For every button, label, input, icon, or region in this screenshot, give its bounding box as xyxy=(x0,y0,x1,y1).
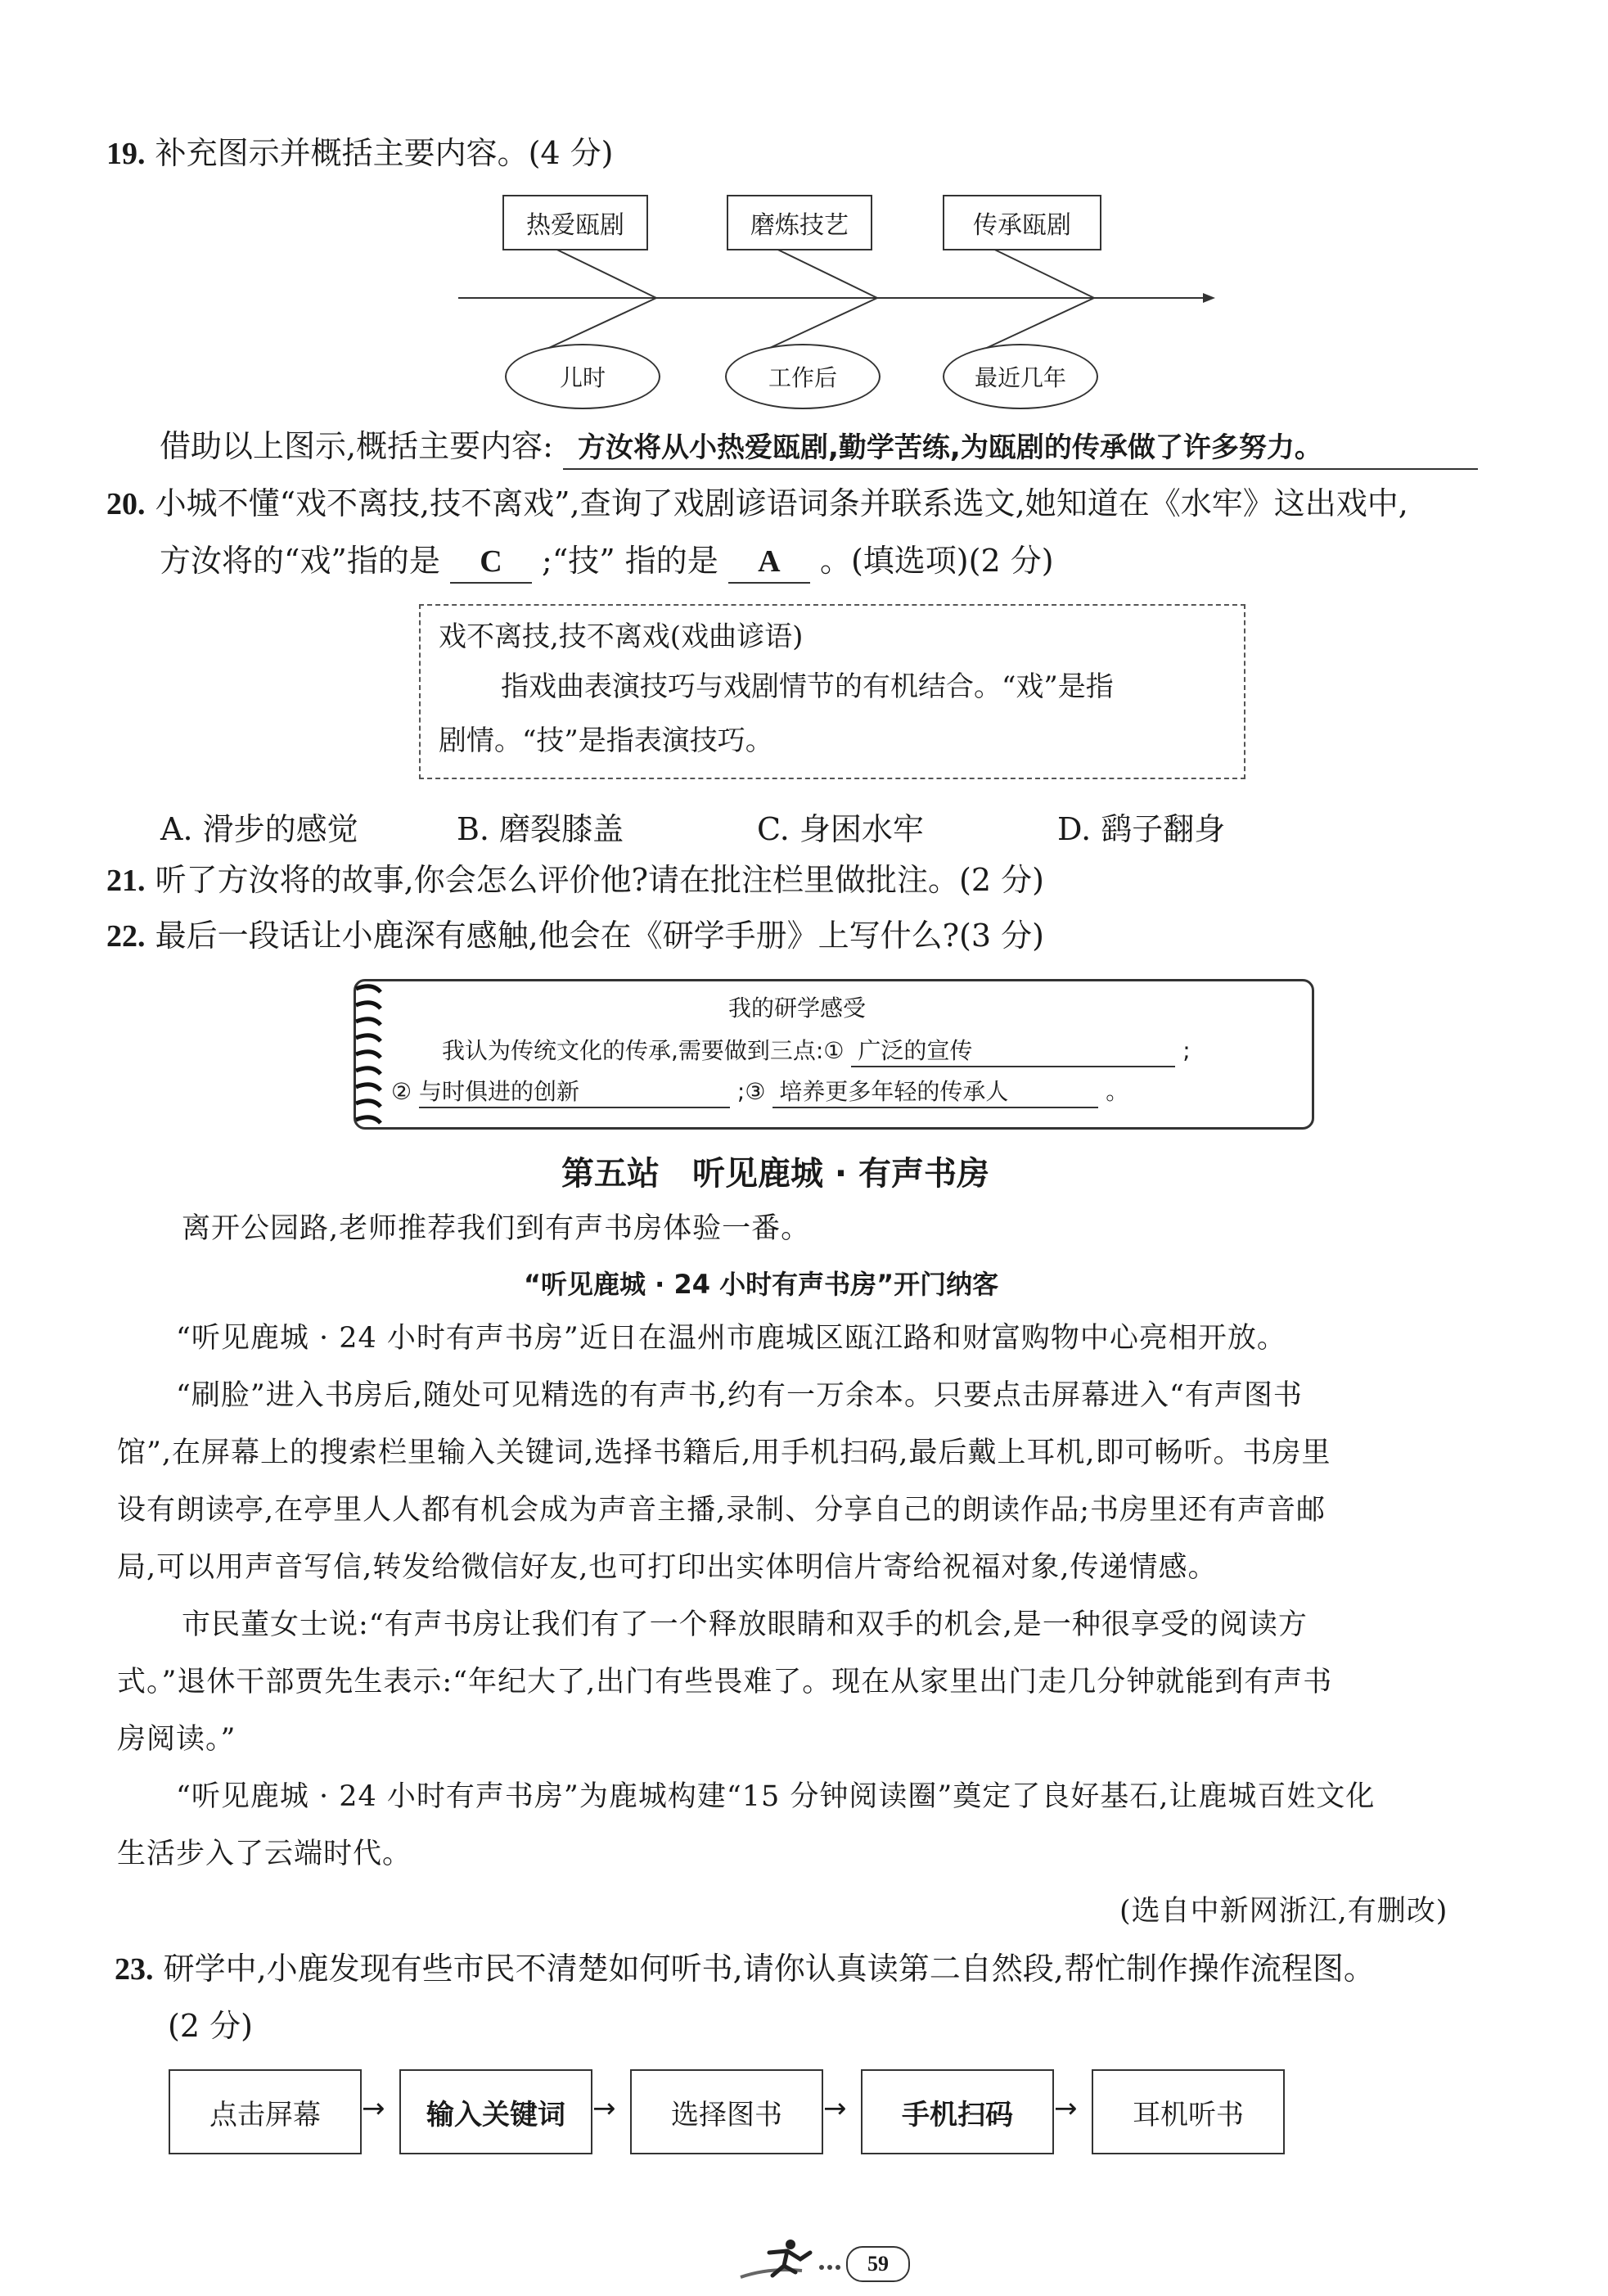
article-headline: “听见鹿城 · 24 小时有声书房”开门纳客 xyxy=(524,1269,999,1300)
q22-answer-3[interactable]: 培养更多年轻的传承人 xyxy=(772,1074,1098,1108)
flow-arrow-4: → xyxy=(1054,2092,1078,2125)
article-p4-line2: 生活步入了云端时代。 xyxy=(117,1838,412,1870)
q23-score: (2 分) xyxy=(168,2008,253,2044)
q20-line1: 小城不懂“戏不离技,技不离戏”,查询了戏剧谚语词条并联系选文,她知道在《水牢》这出戏中, xyxy=(155,485,1408,521)
q22-number: 22. xyxy=(106,919,146,954)
q19-text: 补充图示并概括主要内容。(4 分) xyxy=(155,135,614,171)
article-p3-line2: 式。”退休干部贾先生表示:“年纪大了,出门有些畏难了。现在从家里出门走几分钟就能到有声书 xyxy=(117,1666,1333,1698)
q21-prompt xyxy=(106,859,1044,901)
article-p3-line3: 房阅读。” xyxy=(117,1723,236,1756)
flow-step-4: 手机扫码 xyxy=(861,2069,1054,2154)
q20-answer-1[interactable]: C xyxy=(450,541,532,584)
q19-box-2: 磨炼技艺 xyxy=(727,195,872,250)
q22-answer-1[interactable]: 广泛的宣传 xyxy=(851,1033,1175,1067)
q19-summary-answer[interactable]: 方汝将从小热爱瓯剧,勤学苦练,为瓯剧的传承做了许多努力。 xyxy=(563,427,1478,470)
flow-step-3: 选择图书 xyxy=(630,2069,823,2154)
q23-number: 23. xyxy=(115,1952,154,1987)
q20-line2-b: ;“技” 指的是 xyxy=(542,543,718,579)
flow-step-5: 耳机听书 xyxy=(1092,2069,1285,2154)
q20-option-a[interactable]: A. 滑步的感觉 xyxy=(160,811,358,847)
q22-card-line-1 xyxy=(442,1033,1191,1067)
flow-arrow-1: → xyxy=(362,2092,385,2125)
q19-box-1: 热爱瓯剧 xyxy=(502,195,648,250)
q23-prompt xyxy=(115,1948,1375,1990)
q19-ellipse-2: 工作后 xyxy=(725,344,881,409)
article-p3-line1: 市民董女士说:“有声书房让我们有了一个释放眼睛和双手的机会,是一种很享受的阅读方 xyxy=(182,1608,1308,1641)
q22-label-2: ② xyxy=(391,1078,412,1105)
q20-option-c[interactable]: C. 身困水牢 xyxy=(757,811,924,847)
q19-summary xyxy=(160,426,1510,470)
q22-card-line1-text: 我认为传统文化的传承,需要做到三点:① xyxy=(442,1037,845,1064)
q22-prompt xyxy=(106,915,1044,957)
article-p2-line1: “刷脸”进入书房后,随处可见精选的有声书,约有一万余本。只要点击屏幕进入“有声图书 xyxy=(176,1379,1303,1412)
q20-prompt xyxy=(106,483,1408,525)
flow-arrow-2: → xyxy=(592,2092,616,2125)
q23-text: 研学中,小鹿发现有些市民不清楚如何听书,请你认真读第二自然段,帮忙制作操作流程图。 xyxy=(163,1951,1375,1987)
q20-proverb-box xyxy=(419,604,1245,779)
q20-proverb-title: 戏不离技,技不离戏(戏曲谚语) xyxy=(439,620,804,653)
flow-step-2: 输入关键词 xyxy=(399,2069,592,2154)
page-number: 59 xyxy=(846,2246,910,2282)
q19-ellipse-1: 儿时 xyxy=(505,344,660,409)
q21-number: 21. xyxy=(106,864,146,898)
q20-option-d[interactable]: D. 鹞子翻身 xyxy=(1057,811,1226,847)
q22-card-title: 我的研学感受 xyxy=(728,995,867,1022)
q19-number: 19. xyxy=(106,137,146,171)
runner-logo-icon xyxy=(736,2235,843,2284)
q19-ellipse-3: 最近几年 xyxy=(943,344,1098,409)
q20-line2-c: 。(填选项)(2 分) xyxy=(819,543,1054,579)
q21-text: 听了方汝将的故事,你会怎么评价他?请在批注栏里做批注。(2 分) xyxy=(155,862,1044,898)
q20-number: 20. xyxy=(106,487,146,521)
q19-box-3: 传承瓯剧 xyxy=(943,195,1101,250)
flow-arrow-3: → xyxy=(823,2092,847,2125)
article-p4-line1: “听见鹿城 · 24 小时有声书房”为鹿城构建“15 分钟阅读圈”奠定了良好基石,让鹿城百姓文化 xyxy=(176,1780,1376,1813)
q20-line2-a: 方汝将的“戏”指的是 xyxy=(160,543,440,579)
q22-end: 。 xyxy=(1106,1078,1129,1105)
flow-step-1: 点击屏幕 xyxy=(169,2069,362,2154)
q20-option-b[interactable]: B. 磨裂膝盖 xyxy=(457,811,624,847)
article-source: (选自中新网浙江,有删改) xyxy=(1119,1895,1448,1928)
station-intro: 离开公园路,老师推荐我们到有声书房体验一番。 xyxy=(182,1212,811,1245)
q22-text: 最后一段话让小鹿深有感触,他会在《研学手册》上写什么?(3 分) xyxy=(155,918,1044,954)
q22-card-line-2 xyxy=(391,1074,1128,1108)
q22-answer-2[interactable]: 与时俱进的创新 xyxy=(419,1074,730,1108)
q20-answer-2[interactable]: A xyxy=(728,541,810,584)
notebook-spiral-icon xyxy=(348,979,389,1126)
article-p1: “听见鹿城 · 24 小时有声书房”近日在温州市鹿城区瓯江路和财富购物中心亮相开放。 xyxy=(176,1322,1286,1355)
article-p2-line2: 馆”,在屏幕上的搜索栏里输入关键词,选择书籍后,用手机扫码,最后戴上耳机,即可畅听。书房里 xyxy=(117,1437,1331,1469)
article-p2-line3: 设有朗读亭,在亭里人人都有机会成为声音主播,录制、分享自己的朗读作品;书房里还有声音邮 xyxy=(117,1494,1326,1527)
q19-summary-prefix: 借助以上图示,概括主要内容: xyxy=(160,428,553,464)
q19-prompt xyxy=(106,133,614,174)
q22-sep-1: ; xyxy=(1182,1037,1191,1064)
q20-proverb-body-2: 剧情。“技”是指表演技巧。 xyxy=(439,724,773,757)
station-title: 第五站 听见鹿城 · 有声书房 xyxy=(561,1155,990,1193)
q20-proverb-body-1: 指戏曲表演技巧与戏剧情节的有机结合。“戏”是指 xyxy=(501,670,1114,703)
q20-line2 xyxy=(160,540,1054,584)
article-p2-line4: 局,可以用声音写信,转发给微信好友,也可打印出实体明信片寄给祝福对象,传递情感。 xyxy=(117,1551,1218,1584)
q22-label-3: ;③ xyxy=(736,1078,766,1105)
